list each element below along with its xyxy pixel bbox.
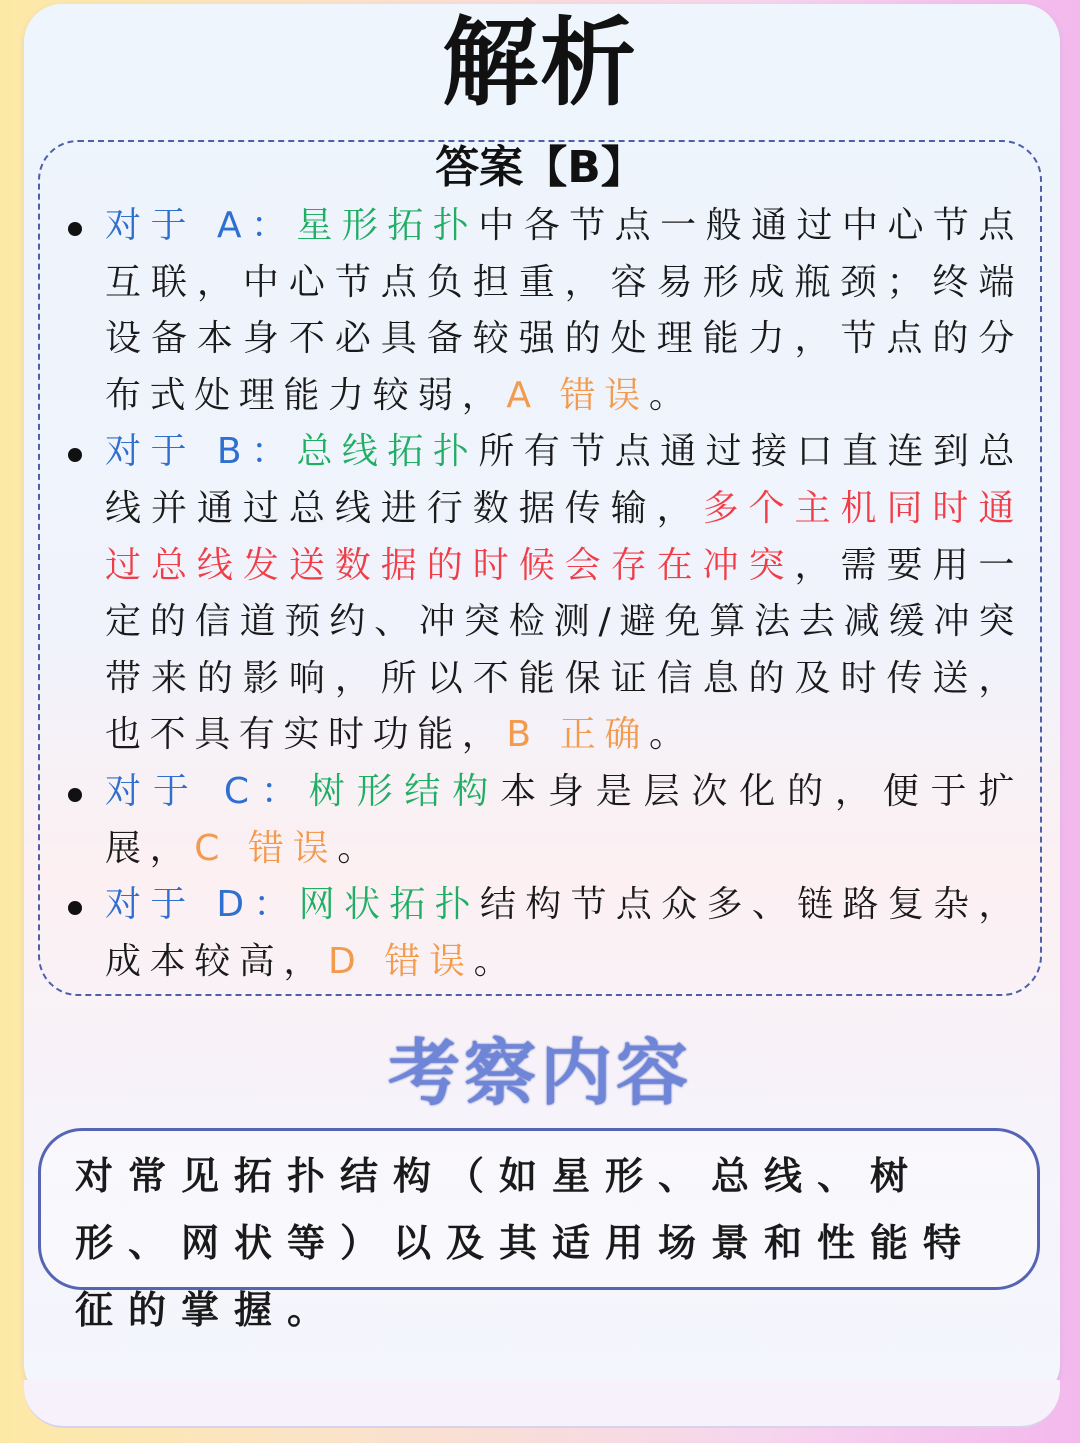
list-item bbox=[0, 424, 1023, 764]
exam-content-text: 对常见拓扑结构（如星形、总线、树形、网状等）以及其适用场景和性能特征的掌握。 bbox=[75, 1154, 977, 1332]
item-verdict: A 错误 bbox=[506, 374, 649, 416]
item-text-2: ，需要用一定的信道预约、冲突检测/避免算法去减缓冲突带来的影响，所以不能保证信息的及时传送，也不具有实时功能， bbox=[105, 544, 1023, 756]
item-verdict: B 正确 bbox=[506, 714, 649, 756]
item-term: 树形结构 bbox=[308, 770, 501, 812]
item-highlight: 多个主机同时通过总线发送数据的时候会存在冲突 bbox=[105, 487, 1023, 586]
item-verdict: D 错误 bbox=[328, 940, 474, 982]
bullet-icon bbox=[68, 788, 82, 802]
list-item bbox=[0, 764, 1023, 877]
item-paragraph bbox=[105, 764, 1023, 877]
item-label: 对于 D： bbox=[105, 884, 299, 926]
item-term: 星形拓扑 bbox=[296, 205, 479, 246]
item-end: 。 bbox=[337, 827, 382, 869]
section-title: 考察内容 bbox=[387, 1031, 692, 1115]
answer-title: 答案【B】 bbox=[435, 142, 645, 193]
item-term: 总线拓扑 bbox=[296, 431, 479, 473]
item-label: 对于 C： bbox=[105, 770, 309, 812]
item-paragraph bbox=[105, 424, 1023, 764]
item-verdict: C 错误 bbox=[194, 827, 338, 869]
item-text: 结构节点众多、链路复杂，成本较高， bbox=[105, 884, 1023, 982]
list-item bbox=[0, 198, 1023, 424]
item-text: 所有节点通过接口直连到总线并通过总线进行数据传输， bbox=[105, 431, 1024, 529]
item-paragraph bbox=[105, 877, 1023, 990]
exam-content-box bbox=[38, 1128, 1040, 1332]
item-paragraph bbox=[105, 198, 1023, 424]
item-text: 中各节点一般通过中心节点互联，中心节点负担重，容易形成瓶颈；终端设备本身不必具备较强的处理能力，节点的分布式处理能力较弱， bbox=[105, 205, 1024, 416]
item-label: 对于 A： bbox=[105, 205, 297, 246]
item-label: 对于 B： bbox=[105, 431, 297, 473]
card-bottom-edge bbox=[24, 1380, 1060, 1428]
list-item bbox=[0, 877, 1023, 990]
page-title: 解析 bbox=[442, 7, 638, 119]
bullet-icon bbox=[68, 901, 82, 915]
bullet-icon bbox=[68, 448, 82, 462]
item-end: 。 bbox=[473, 940, 519, 982]
answer-list bbox=[0, 198, 1080, 990]
item-end: 。 bbox=[648, 714, 694, 756]
item-term: 网状拓扑 bbox=[298, 884, 480, 926]
bullet-icon bbox=[68, 222, 82, 236]
item-text: 本身是层次化的，便于扩展， bbox=[105, 770, 1023, 869]
item-end: 。 bbox=[648, 374, 694, 416]
